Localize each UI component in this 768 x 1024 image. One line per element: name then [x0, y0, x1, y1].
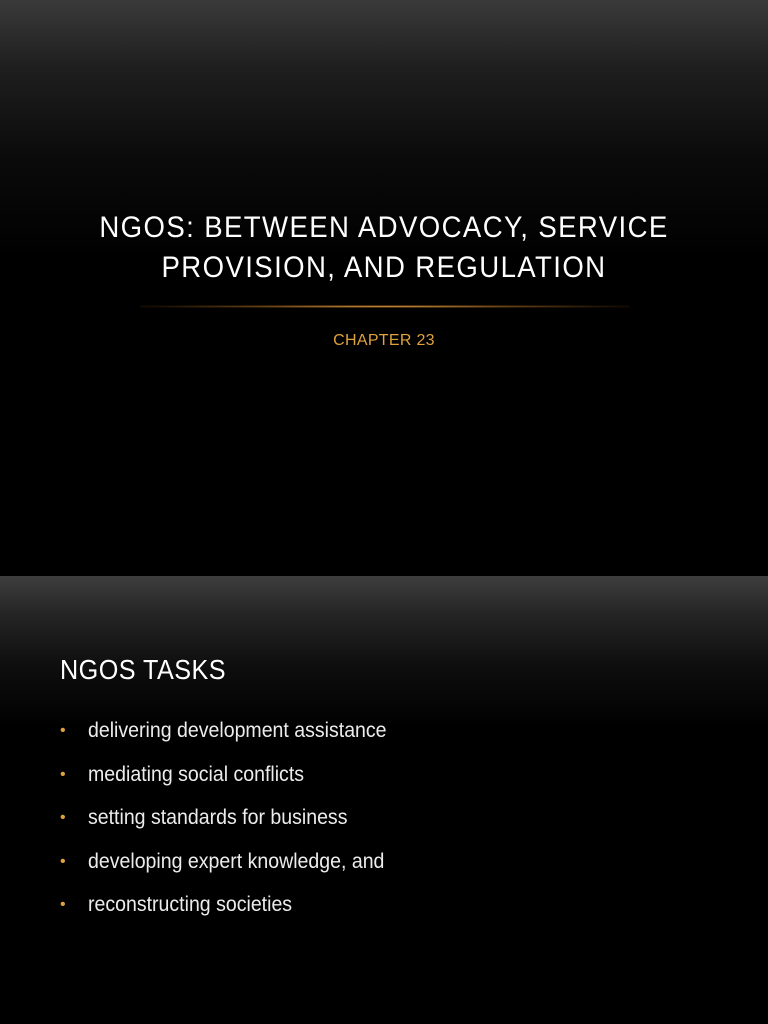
bullet-text: setting standards for business — [88, 806, 348, 829]
slide-title-line-1: NGOS: BETWEEN ADVOCACY, SERVICE — [99, 211, 669, 244]
slide-title-line-2: PROVISION, AND REGULATION — [161, 251, 607, 284]
bullet-icon: • — [60, 809, 66, 826]
bullet-icon: • — [60, 896, 66, 913]
bullet-text: delivering development assistance — [88, 719, 387, 742]
slide-title — [68, 208, 701, 288]
bullet-text: reconstructing societies — [88, 893, 293, 916]
list-item — [56, 890, 409, 934]
slide-subtitle: CHAPTER 23 — [333, 332, 435, 349]
bullet-text: mediating social conflicts — [88, 762, 305, 786]
bullet-list — [56, 716, 409, 934]
list-item — [56, 716, 409, 760]
list-item — [56, 760, 409, 804]
list-item — [56, 847, 409, 891]
content-slide — [0, 576, 768, 1024]
title-divider-glow — [140, 305, 630, 308]
bullet-icon: • — [60, 852, 66, 870]
list-item — [56, 803, 409, 847]
bullet-icon: • — [60, 722, 66, 739]
slide-heading: NGOS TASKS — [60, 654, 227, 685]
bullet-icon: • — [60, 765, 66, 783]
bullet-text: developing expert knowledge, and — [88, 849, 385, 873]
